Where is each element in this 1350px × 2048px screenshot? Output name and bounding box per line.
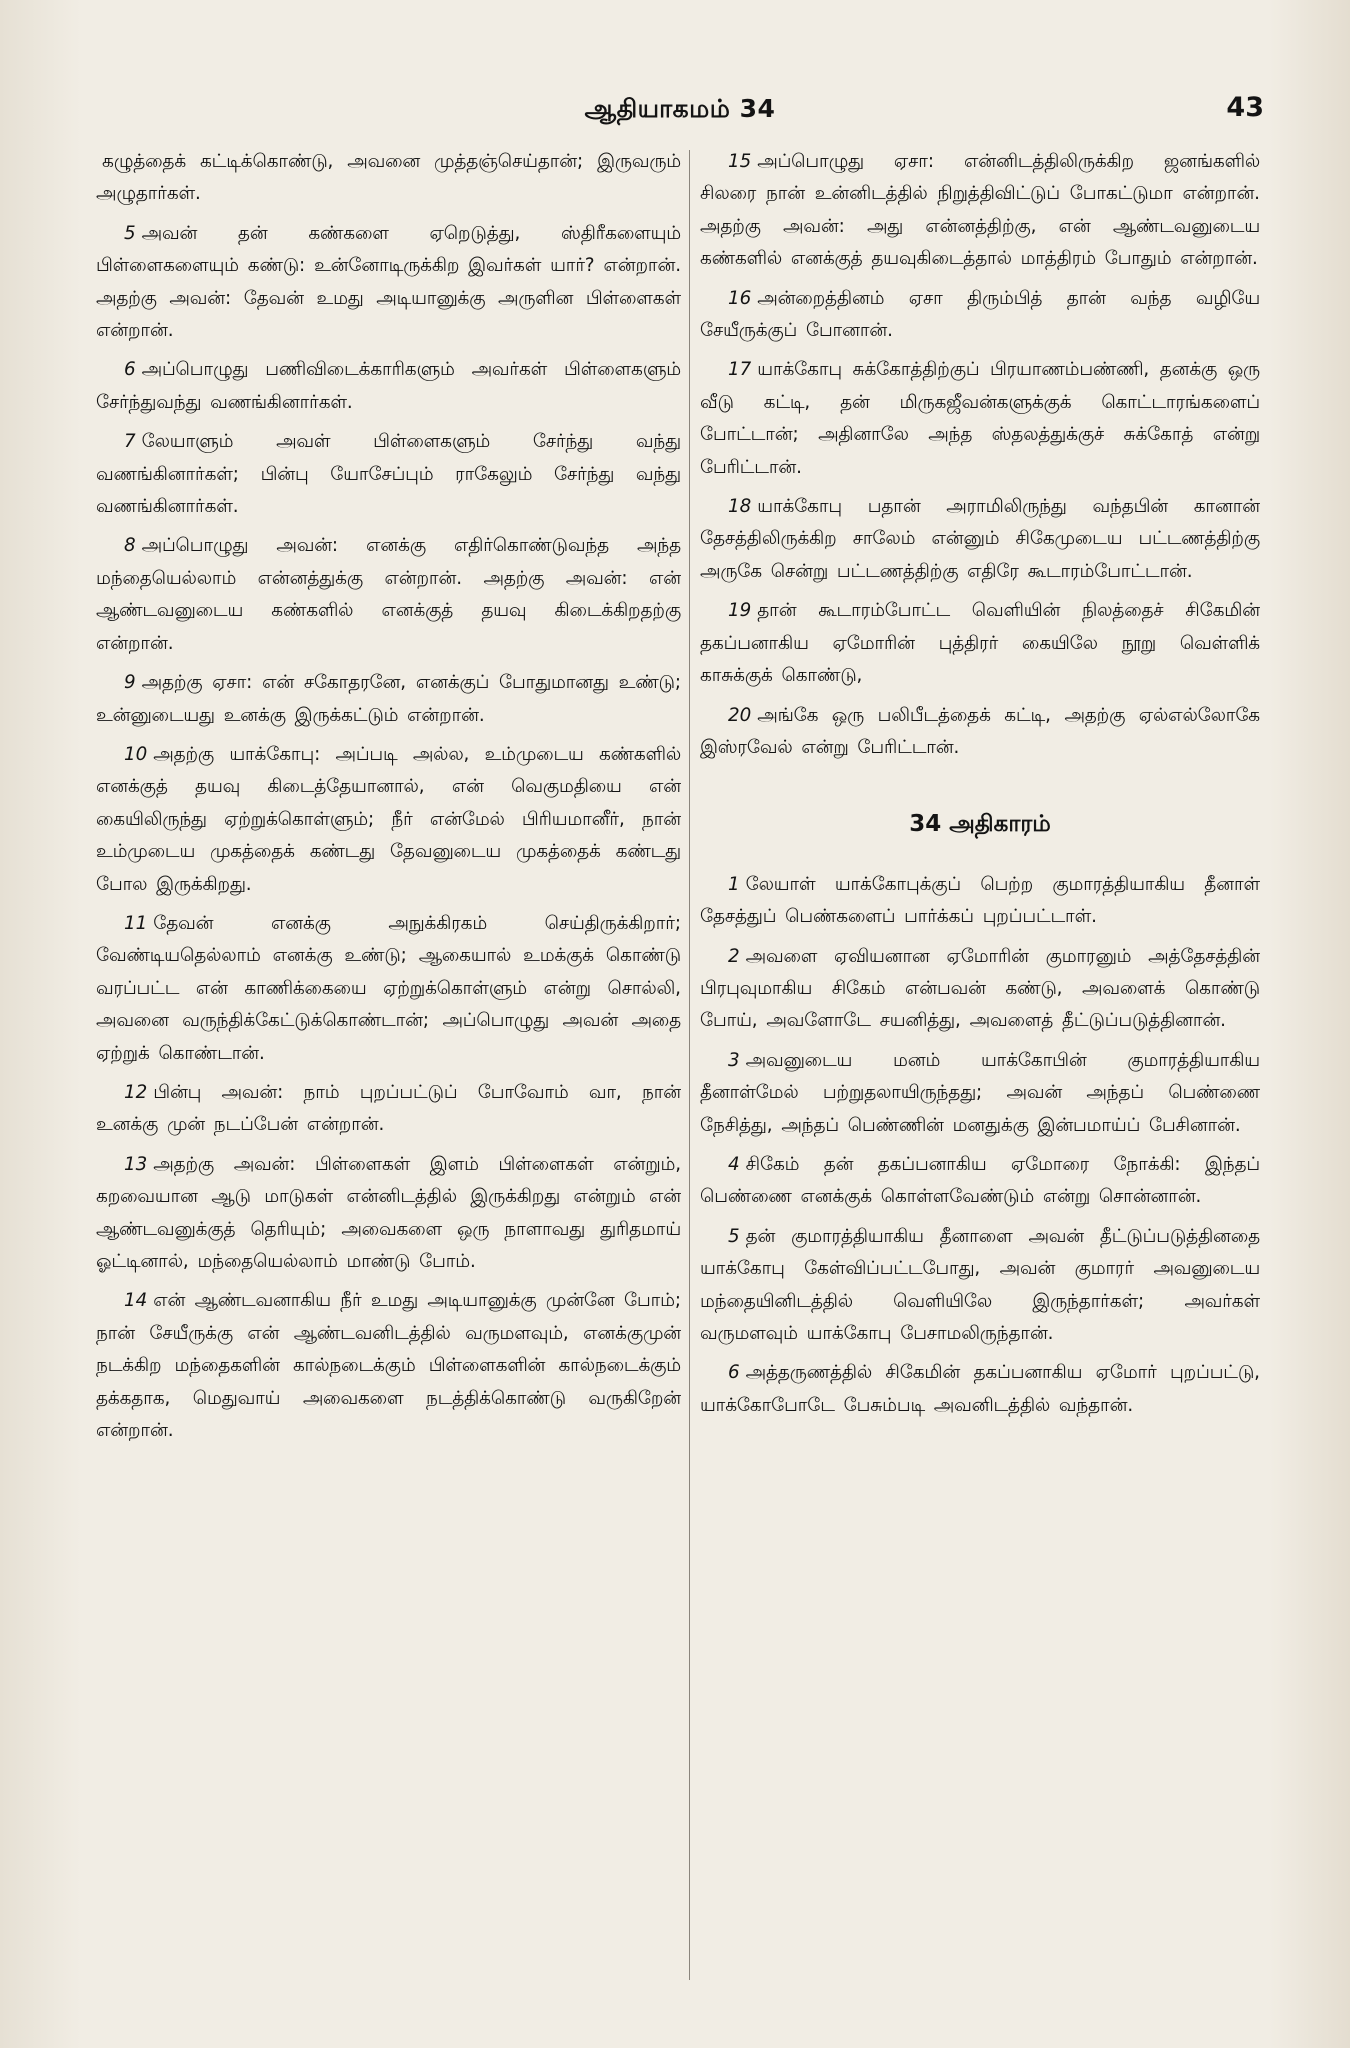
verse-number: 5 [124,222,136,244]
verse-text: யாக்கோபு சுக்கோத்திற்குப் பிரயாணம்பண்ணி, தனக்கு ஒரு வீடு கட்டி, தன் மிருகஜீவன்களுக்குக் கொட்டாரங்களைப் போட்டான்; அதினாலே அந்த ஸ்தலத்துக்குச் சுக்கோத் என்று பேரிட்டான். [700,359,1260,478]
verse-text: கழுத்தைக் கட்டிக்கொண்டு, அவனை முத்தஞ்செய்தான்; இருவரும் அழுதார்கள். [96,151,681,205]
verse-text: அவனுடைய மனம் யாக்கோபின் குமாரத்தியாகிய தீனாள்மேல் பற்றுதலாயிருந்தது; அவன் அந்தப் பெண்ணை நேசித்து, அந்தப் பெண்ணின் மனதுக்கு இன்பமாய்ப் பேசினான். [700,1049,1260,1136]
verse-text: தேவன் எனக்கு அநுக்கிரகம் செய்திருக்கிறார்; வேண்டியதெல்லாம் எனக்கு உண்டு; ஆகையால் உமக்குக் கொண்டு வரப்பட்ட என் காணிக்கையை ஏற்றுக்கொள்ளும் என்று சொல்லி, அவனை வருந்திக்கேட்டுக்கொண்டான்; அப்பொழுது அவன் அதை ஏற்றுக் கொண்டான். [96,912,681,1064]
verse-number: 20 [728,704,752,726]
verse-text: லேயாளும் அவள் பிள்ளைகளும் சேர்ந்து வந்து வணங்கினார்கள்; பின்பு யோசேப்பும் ராகேலும் சேர்ந்து வந்து வணங்கினார்கள். [96,431,681,518]
verse-number: 8 [124,535,136,557]
verse [700,354,1260,484]
verse [96,218,681,348]
verse-number: 11 [124,912,148,934]
running-title: ஆதியாகமம் 34 [584,94,776,123]
verse-text: அதற்கு அவன்: பிள்ளைகள் இளம் பிள்ளைகள் என்றும், கறவையான ஆடு மாடுகள் என்னிடத்தில் இருக்கிறது என்றும் என் ஆண்டவனுக்குத் தெரியும்; அவைகளை ஒரு நாளாவது துரிதமாய் ஓட்டினால், மந்தையெல்லாம் மாண்டு போம். [96,1153,681,1272]
verse-number: 15 [728,151,752,172]
verse [700,1357,1260,1422]
verse-text: அப்பொழுது பணிவிடைக்காரிகளும் அவர்கள் பிள்ளைகளும் சேர்ந்துவந்து வணங்கினார்கள். [96,359,681,413]
verse [96,426,681,523]
verse-text: தான் கூடாரம்போட்ட வெளியின் நிலத்தைச் சிகேமின் தகப்பனாகிய ஏமோரின் புத்திரர் கையிலே நூறு வெள்ளிக் காசுக்குக் கொண்டு, [700,600,1260,687]
verse [700,869,1260,934]
verse-text: அதற்கு யாக்கோபு: அப்படி அல்ல, உம்முடைய கண்களில் எனக்குத் தயவு கிடைத்தேயானால், என் வெகுமதியை என் கையிலிருந்து ஏற்றுக்கொள்ளும்; நீர் என்மேல் பிரியமானீர், நான் உம்முடைய முகத்தைக் கண்டது தேவனுடைய முகத்தைக் கண்டது போல இருக்கிறது. [96,743,681,895]
verse-text: அப்பொழுது ஏசா: என்னிடத்திலிருக்கிற ஜனங்களில் சிலரை நான் உன்னிடத்தில் நிறுத்திவிட்டுப் போகட்டுமா என்றான். அதற்கு அவன்: அது என்னத்திற்கு, என் ஆண்டவனுடைய கண்களில் எனக்குத் தயவுகிடைத்தால் மாத்திரம் போதும் என்றான். [700,151,1260,270]
verse-text: அதற்கு ஏசா: என் சகோதரனே, எனக்குப் போதுமானது உண்டு; உன்னுடையது உனக்கு இருக்கட்டும் என்றான். [96,672,681,726]
verse-text: பின்பு அவன்: நாம் புறப்பட்டுப் போவோம் வா, நான் உனக்கு முன் நடப்பேன் என்றான். [96,1081,681,1136]
verse [96,530,681,660]
verse [96,739,681,901]
verse [700,941,1260,1038]
verse-number: 2 [728,945,740,967]
verse-text: அன்றைத்தினம் ஏசா திரும்பித் தான் வந்த வழியே சேயீருக்குப் போனான். [700,287,1260,342]
left-column [96,146,681,1986]
verse-text: யாக்கோபு பதான் அராமிலிருந்து வந்தபின் கானான் தேசத்திலிருக்கிற சாலேம் என்னும் சிகேமுடைய பட்டணத்திற்கு அருகே சென்று பட்டணத்திற்கு எதிரே கூடாரம்போட்டான். [700,496,1260,582]
verse [96,908,681,1070]
verse-text: அப்பொழுது அவன்: எனக்கு எதிர்கொண்டுவந்த அந்த மந்தையெல்லாம் என்னத்துக்கு என்றான். அதற்கு அவன்: என் ஆண்டவனுடைய கண்களில் எனக்குத் தயவு கிடைக்கிறதற்கு என்றான். [96,535,681,654]
verse-text: சிகேம் தன் தகப்பனாகிய ஏமோரை நோக்கி: இந்தப் பெண்ணை எனக்குக் கொள்ளவேண்டும் என்று சொன்னான். [700,1153,1260,1208]
verse-number: 4 [728,1153,740,1175]
verse-number: 7 [124,431,136,453]
verse [700,700,1260,765]
verse-text: லேயாள் யாக்கோபுக்குப் பெற்ற குமாரத்தியாகிய தீனாள் தேசத்துப் பெண்களைப் பார்க்கப் புறப்பட்டாள். [700,873,1260,928]
verse-number: 16 [728,287,752,309]
verse-text: என் ஆண்டவனாகிய நீர் உமது அடியானுக்கு முன்னே போம்; நான் சேயீருக்கு என் ஆண்டவனிடத்தில் வருமளவும், எனக்குமுன் நடக்கிற மந்தைகளின் கால்நடைக்கும் பிள்ளைகளின் கால்நடைக்கும் தக்கதாக, மெதுவாய் அவைகளை நடத்திக்கொண்டு வருகிறேன் என்றான். [96,1290,681,1442]
verse-number: 9 [124,672,136,694]
verse-text: தன் குமாரத்தியாகிய தீனாளை அவன் தீட்டுப்படுத்தினதை யாக்கோபு கேள்விப்பட்டபோது, அவன் குமாரர் அவனுடைய மந்தையினிடத்தில் வெளியிலே இருந்தார்கள்; அவர்கள் வருமளவும் யாக்கோபு பேசாமலிருந்தான். [700,1225,1260,1344]
verse [700,146,1260,276]
verse-text: அங்கே ஒரு பலிபீடத்தைக் கட்டி, அதற்கு ஏல்எல்லோகே இஸ்ரவேல் என்று பேரிட்டான். [700,704,1260,758]
verse [96,354,681,419]
verse-number: 6 [124,359,136,381]
verse [700,1045,1260,1142]
verse-number: 3 [728,1049,740,1071]
verse-number: 19 [728,600,752,622]
verse-number: 5 [728,1225,740,1247]
verse-number: 14 [124,1290,148,1312]
verse-number: 17 [728,359,752,381]
verse [96,1077,681,1142]
verse [96,1285,681,1447]
column-divider [689,150,690,1980]
verse-text: அவன் தன் கண்களை ஏறெடுத்து, ஸ்திரீகளையும் பிள்ளைகளையும் கண்டு: உன்னோடிருக்கிற இவர்கள் யார்? என்றான். அதற்கு அவன்: தேவன் உமது அடியானுக்கு அருளின பிள்ளைகள் என்றான். [96,222,681,342]
right-column [700,146,1260,1986]
verse-number: 18 [728,496,752,518]
chapter-heading: 34 அதிகாரம் [909,811,1051,838]
verse-number: 13 [124,1153,148,1175]
verse-number: 1 [728,873,740,895]
verse [700,491,1260,588]
verse [96,667,681,732]
verse [700,283,1260,348]
verse [700,1149,1260,1214]
page-header [96,88,1264,132]
verse [700,595,1260,692]
verse [700,1221,1260,1351]
verse-text: அத்தருணத்தில் சிகேமின் தகப்பனாகிய ஏமோர் புறப்பட்டு, யாக்கோபோடே பேசும்படி அவனிடத்தில் வந்தான். [700,1362,1260,1416]
verse-number: 12 [124,1081,148,1103]
verse-text: அவளை ஏவியனான ஏமோரின் குமாரனும் அத்தேசத்தின் பிரபுவுமாகிய சிகேம் என்பவன் கண்டு, அவளைக் கொண்டு போய், அவளோடே சயனித்து, அவளைத் தீட்டுப்படுத்தினான். [700,945,1260,1032]
page-number: 43 [1226,92,1264,123]
verse [96,1149,681,1279]
verse-number: 6 [728,1362,740,1384]
verse [96,146,681,211]
verse-number: 10 [124,743,148,765]
